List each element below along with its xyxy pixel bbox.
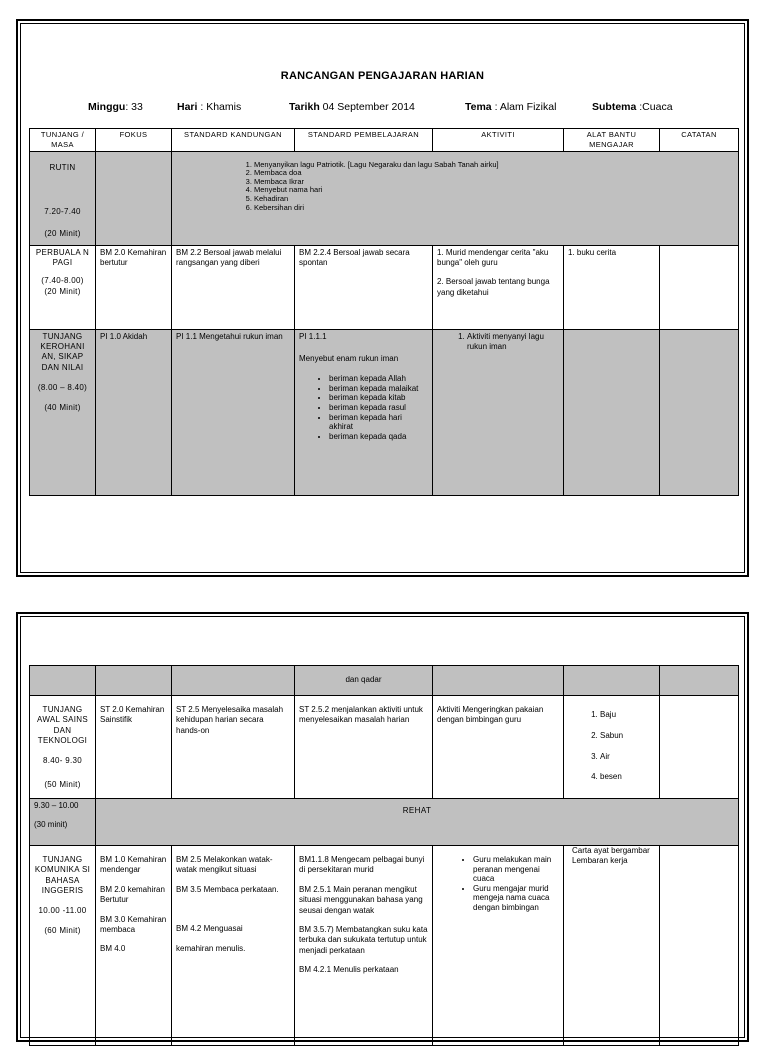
list-item: 1. Baju [600, 705, 655, 726]
sains-sk: ST 2.5 Menyelesaika masalah kehidupan harian secara hands-on [172, 696, 295, 799]
komunikasi-cell [30, 846, 96, 1046]
kerohanian-fokus: PI 1.0 Akidah [96, 329, 172, 495]
kerohanian-sp-text: Menyebut enam rukun iman [299, 353, 399, 363]
perbualan-time: (7.40-8.00) [41, 276, 84, 286]
list-item: 5. Kehadiran [254, 195, 734, 204]
list-item: 3. Membaca Ikrar [254, 178, 734, 187]
table-row-continuation [30, 666, 739, 696]
komunikasi-fokus-1: BM 1.0 Kemahiran mendengar [100, 855, 167, 875]
kerohanian-sk: PI 1.1 Mengetahui rukun iman [172, 329, 295, 495]
rutin-activities [172, 151, 739, 245]
header-alat-bantu: ALAT BANTU MENGAJAR [564, 129, 660, 152]
list-item: • Guru mengajar murid mengeja nama cuaca dengan bimbingan [473, 884, 559, 913]
sains-sp: ST 2.5.2 menjalankan aktiviti untuk menyelesaikan masalah harian [295, 696, 433, 799]
kerohanian-aktiviti [433, 329, 564, 495]
page-title: RANCANGAN PENGAJARAN HARIAN [280, 70, 485, 82]
list-item: 3. Air [600, 747, 655, 768]
document-page-1 [16, 19, 749, 577]
perbualan-sp: BM 2.2.4 Bersoal jawab secara spontan [295, 245, 433, 329]
header-aktiviti: AKTIVITI [433, 129, 564, 152]
komunikasi-duration: (60 Minit) [44, 925, 81, 935]
sains-duration: (50 Minit) [44, 779, 81, 789]
komunikasi-sk-4: kemahiran menulis. [176, 943, 246, 953]
komunikasi-abm [564, 846, 660, 1046]
perbualan-aktiviti-1: 1. Murid mendengar cerita "aku bunga" oleh guru [437, 247, 549, 267]
table-header-row [30, 129, 739, 152]
meta-tarikh: Tarikh 04 September 2014 [289, 101, 415, 113]
list-item: • Guru melakukan main peranan mengenai cuaca [473, 855, 559, 884]
continuation-text: dan qadar [295, 666, 433, 696]
perbualan-cell [30, 245, 96, 329]
meta-subtema: Subtema :Cuaca [592, 101, 673, 113]
perbualan-fokus: BM 2.0 Kemahiran bertutur [96, 245, 172, 329]
komunikasi-fokus-2: BM 2.0 kemahiran Bertutur [100, 884, 165, 905]
meta-minggu: Minggu: 33 [88, 101, 143, 113]
list-item: 4. Menyebut nama hari [254, 186, 734, 195]
komunikasi-fokus [96, 846, 172, 1046]
header-standard-pembelajaran: STANDARD PEMBELAJARAN [295, 129, 433, 152]
list-item: • beriman kepada malaikat [329, 384, 428, 394]
kerohanian-sp-code: PI 1.1.1 [299, 331, 327, 341]
komunikasi-aktiviti [433, 846, 564, 1046]
lesson-plan-table [29, 128, 739, 496]
list-item: • beriman kepada qada [329, 432, 428, 442]
table-row-sains [30, 696, 739, 799]
sains-abm [564, 696, 660, 799]
header-catatan: CATATAN [660, 129, 739, 152]
list-item: • Lembaran kerja [572, 856, 657, 866]
rutin-time: 7.20-7.40 [44, 206, 81, 216]
kerohanian-cell [30, 329, 96, 495]
komunikasi-sk [172, 846, 295, 1046]
komunikasi-sp-2: BM 2.5.1 Main peranan mengikut situasi menggunakan bahasa yang seusai dengan watak [299, 884, 423, 915]
rutin-name: RUTIN [49, 162, 76, 172]
sains-cell [30, 696, 96, 799]
perbualan-name: PERBUALA N PAGI [35, 247, 90, 267]
list-item: • beriman kepada rasul [329, 403, 428, 413]
list-item: 2. Membaca doa [254, 169, 734, 178]
list-item: • beriman kepada kitab [329, 393, 428, 403]
header-tunjang: TUNJANG / MASA [30, 129, 96, 152]
kerohanian-time: (8.00 – 8.40) [37, 383, 88, 393]
komunikasi-fokus-4: BM 4.0 [100, 944, 126, 954]
perbualan-catatan [660, 245, 739, 329]
kerohanian-sp [295, 329, 433, 495]
table-row-perbualan-pagi [30, 245, 739, 329]
perbualan-abm: 1. buku cerita [564, 245, 660, 329]
rehat-cell [30, 799, 96, 846]
komunikasi-name: TUNJANG KOMUNIKA SI BAHASA INGGERIS [34, 855, 91, 896]
table-row-komunikasi [30, 846, 739, 1046]
sains-fokus: ST 2.0 Kemahiran Sainstifik [96, 696, 172, 799]
rehat-time: 9.30 – 10.00 [34, 801, 79, 810]
list-item: 1. Aktiviti menyanyi lagu rukun iman [467, 332, 559, 353]
table-row-kerohanian [30, 329, 739, 495]
sains-catatan [660, 696, 739, 799]
perbualan-aktiviti-2: 2. Bersoal jawab tentang bunga yang diketahui [437, 277, 550, 297]
sains-time: 8.40- 9.30 [42, 755, 83, 765]
rehat-duration: (30 minit) [34, 820, 68, 830]
komunikasi-sp-4: BM 4.2.1 Menulis perkataan [299, 965, 399, 975]
perbualan-sk: BM 2.2 Bersoal jawab melalui rangsangan yang diberi [172, 245, 295, 329]
perbualan-duration: (20 Minit) [44, 286, 81, 296]
header-standard-kandungan: STANDARD KANDUNGAN [172, 129, 295, 152]
list-item: 1. Menyanyikan lagu Patriotik. [Lagu Negaraku dan lagu Sabah Tanah airku] [254, 161, 734, 170]
kerohanian-duration: (40 Minit) [44, 403, 81, 413]
list-item: • beriman kepada hari akhirat [329, 413, 428, 432]
kerohanian-abm [564, 329, 660, 495]
list-item: 6. Kebersihan diri [254, 204, 734, 213]
list-item: 4. besen [600, 767, 655, 788]
komunikasi-sk-2: BM 3.5 Membaca perkataan. [176, 884, 279, 894]
kerohanian-catatan [660, 329, 739, 495]
table-row-rehat [30, 799, 739, 846]
list-item: • Carta ayat bergambar [572, 846, 657, 856]
rehat-label: REHAT [96, 799, 739, 846]
komunikasi-sp [295, 846, 433, 1046]
meta-tema: Tema : Alam Fizikal [465, 101, 557, 113]
komunikasi-fokus-3: BM 3.0 Kemahiran membaca [100, 914, 167, 934]
komunikasi-time: 10.00 -11.00 [38, 905, 87, 915]
sains-aktiviti: Aktiviti Mengeringkan pakaian dengan bimbingan guru [433, 696, 564, 799]
komunikasi-sp-3: BM 3.5.7) Membatangkan suku kata terbuka dan sukukata tertutup untuk menjadi perkataan [299, 924, 428, 955]
lesson-plan-table-continued [29, 665, 739, 1046]
header-fokus: FOKUS [96, 129, 172, 152]
sains-name: TUNJANG AWAL SAINS DAN TEKNOLOGI [36, 705, 88, 746]
kerohanian-name: TUNJANG KEROHANI AN, SIKAP DAN NILAI [40, 331, 85, 372]
table-row-rutin [30, 151, 739, 245]
meta-hari: Hari : Khamis [177, 101, 242, 113]
document-page-2 [16, 612, 749, 1042]
komunikasi-catatan [660, 846, 739, 1046]
rutin-cell [30, 151, 96, 245]
komunikasi-sk-3: BM 4.2 Menguasai [176, 924, 243, 934]
list-item: 2. Sabun [600, 726, 655, 747]
komunikasi-sp-1: BM1.1.8 Mengecam pelbagai bunyi di persekitaran murid [299, 855, 425, 875]
perbualan-aktiviti [433, 245, 564, 329]
komunikasi-sk-1: BM 2.5 Melakonkan watak-watak mengikut situasi [176, 855, 273, 875]
list-item: • beriman kepada Allah [329, 374, 428, 384]
rutin-duration: (20 Minit) [44, 229, 81, 239]
